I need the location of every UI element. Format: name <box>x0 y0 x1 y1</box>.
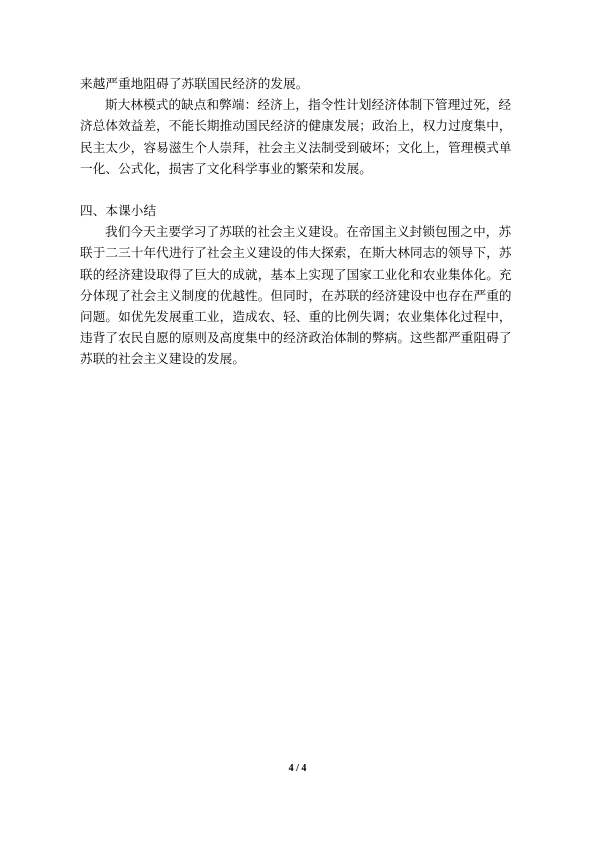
paragraph-continuation: 来越严重地阻碍了苏联国民经济的发展。 <box>80 76 309 91</box>
page-number: 4 / 4 <box>288 763 307 774</box>
paragraph-stalin-model: 斯大林模式的缺点和弊端：经济上，指令性计划经济体制下管理过死，经济总体效益差，不能长期推动国民经济的健康发展；政治上，权力过度集中，民主太少，容易滋生个人崇拜，社会主义法制受到破坏；文化上，管理模式单一化、公式化，损害了文化科学事业的繁荣和发展。 <box>80 97 512 176</box>
section-heading-summary: 四、本课小结 <box>80 203 157 219</box>
document-body <box>80 73 518 370</box>
paragraph-summary: 我们今天主要学习了苏联的社会主义建设。在帝国主义封锁包围之中，苏联于二三十年代进行了社会主义建设的伟大探索，在斯大林同志的领导下，苏联的经济建设取得了巨大的成就，基本上实现了国家工业化和农业集体化。充分体现了社会主义制度的优越性。但同时，在苏联的经济建设中也存在严重的问题。如优先发展重工业，造成农、轻、重的比例失调；农业集体化过程中，违背了农民自愿的原则及高度集中的经济政治体制的弊病。这些都严重阻碍了苏联的社会主义建设的发展。 <box>80 224 512 367</box>
